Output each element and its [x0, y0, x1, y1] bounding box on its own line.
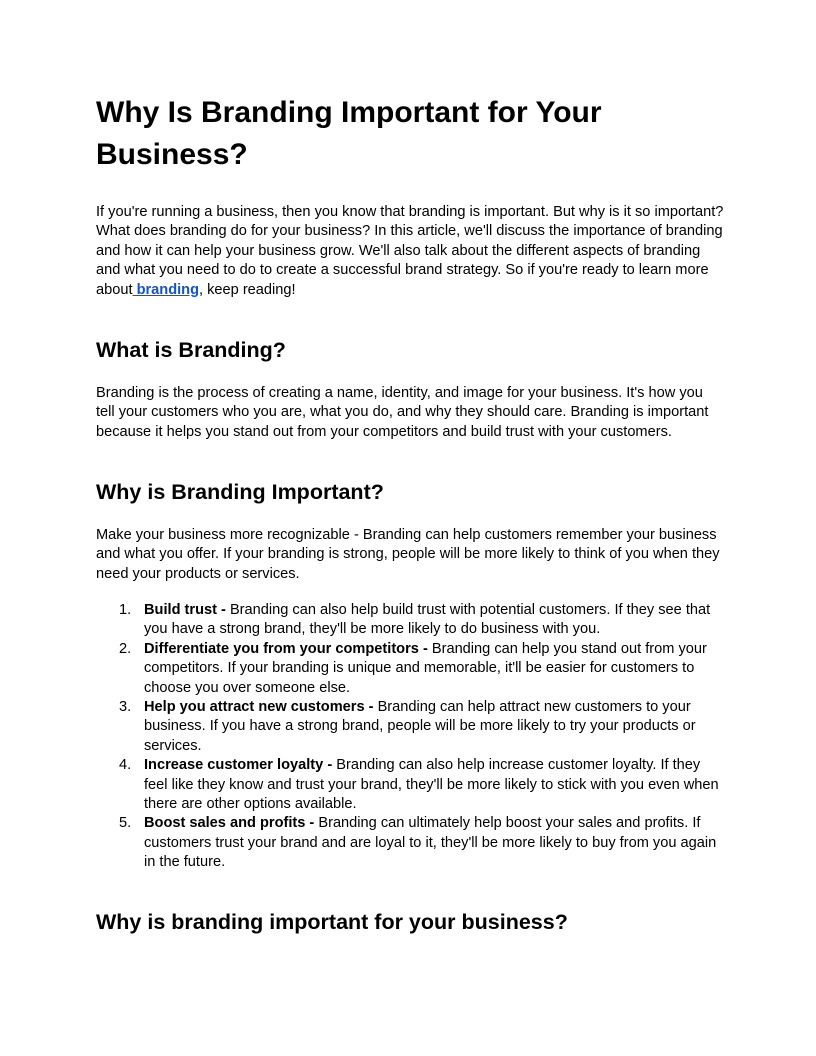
list-item-text: Branding can also help build trust with potential customers. If they see that you have a strong brand, they'll be more likely to do business with you.: [144, 602, 711, 638]
list-item-number: 3.: [119, 699, 132, 716]
list-item: [96, 640, 724, 698]
list-item-title: Help you attract new customers -: [144, 699, 378, 716]
page-title: Why Is Branding Important for Your Business?: [96, 96, 602, 171]
list-item-title: Differentiate you from your competitors -: [144, 640, 432, 657]
list-item-title: Increase customer loyalty -: [144, 757, 337, 774]
benefits-list: [96, 601, 724, 873]
list-item-title: Boost sales and profits -: [144, 815, 319, 832]
intro-text: If you're running a business, then you know that branding is important. But why is it so important? What does branding do for your business? In this article, we'll discuss the importance of branding and how it can help your business grow. We'll also talk about the different aspects of branding and what you need to do to create a successful brand strategy. So if you're ready to learn more about: [96, 204, 724, 298]
list-item: [96, 601, 724, 640]
list-item: [96, 814, 724, 872]
what-is-branding-paragraph: Branding is the process of creating a name, identity, and image for your business. It's how you tell your customers who you are, what you do, and why they should care. Branding is important because it helps you stand out from your competitors and build trust with your customers.: [96, 385, 709, 440]
list-item: [96, 756, 724, 814]
list-item-number: 4.: [119, 757, 132, 774]
list-item-text: Branding can help attract new customers to your business. If you have a strong brand, people will be more likely to try your products or services.: [144, 699, 696, 754]
list-item-text: Branding can also help increase customer loyalty. If they feel like they know and trust your brand, they'll be more likely to stick with you even when there are other options available.: [144, 757, 719, 813]
why-branding-important-paragraph: Make your business more recognizable - Branding can help customers remember your business and what you offer. If your branding is strong, people will be more likely to think of you when they need your products or services.: [96, 527, 720, 582]
list-item-text: Branding can help you stand out from your competitors. If your branding is unique and memorable, it'll be easier for customers to choose you over someone else.: [144, 640, 707, 696]
list-item-number: 1.: [119, 602, 132, 618]
list-item: [96, 698, 724, 756]
branding-link[interactable]: branding: [132, 281, 200, 298]
intro-paragraph: [96, 203, 724, 300]
list-item-number: 2.: [119, 640, 132, 657]
list-item-text: Branding can ultimately help boost your sales and profits. If customers trust your brand and are loyal to it, they'll be more likely to buy from you again in the future.: [144, 815, 717, 871]
list-item-title: Build trust -: [144, 602, 230, 618]
section-heading-what-is-branding: What is Branding?: [96, 338, 286, 362]
section-heading-why-branding-important: Why is Branding Important?: [96, 480, 384, 504]
section-heading-why-branding-important-business: Why is branding important for your business?: [96, 910, 568, 934]
list-item-number: 5.: [119, 815, 132, 832]
intro-text-end: , keep reading!: [199, 281, 296, 298]
